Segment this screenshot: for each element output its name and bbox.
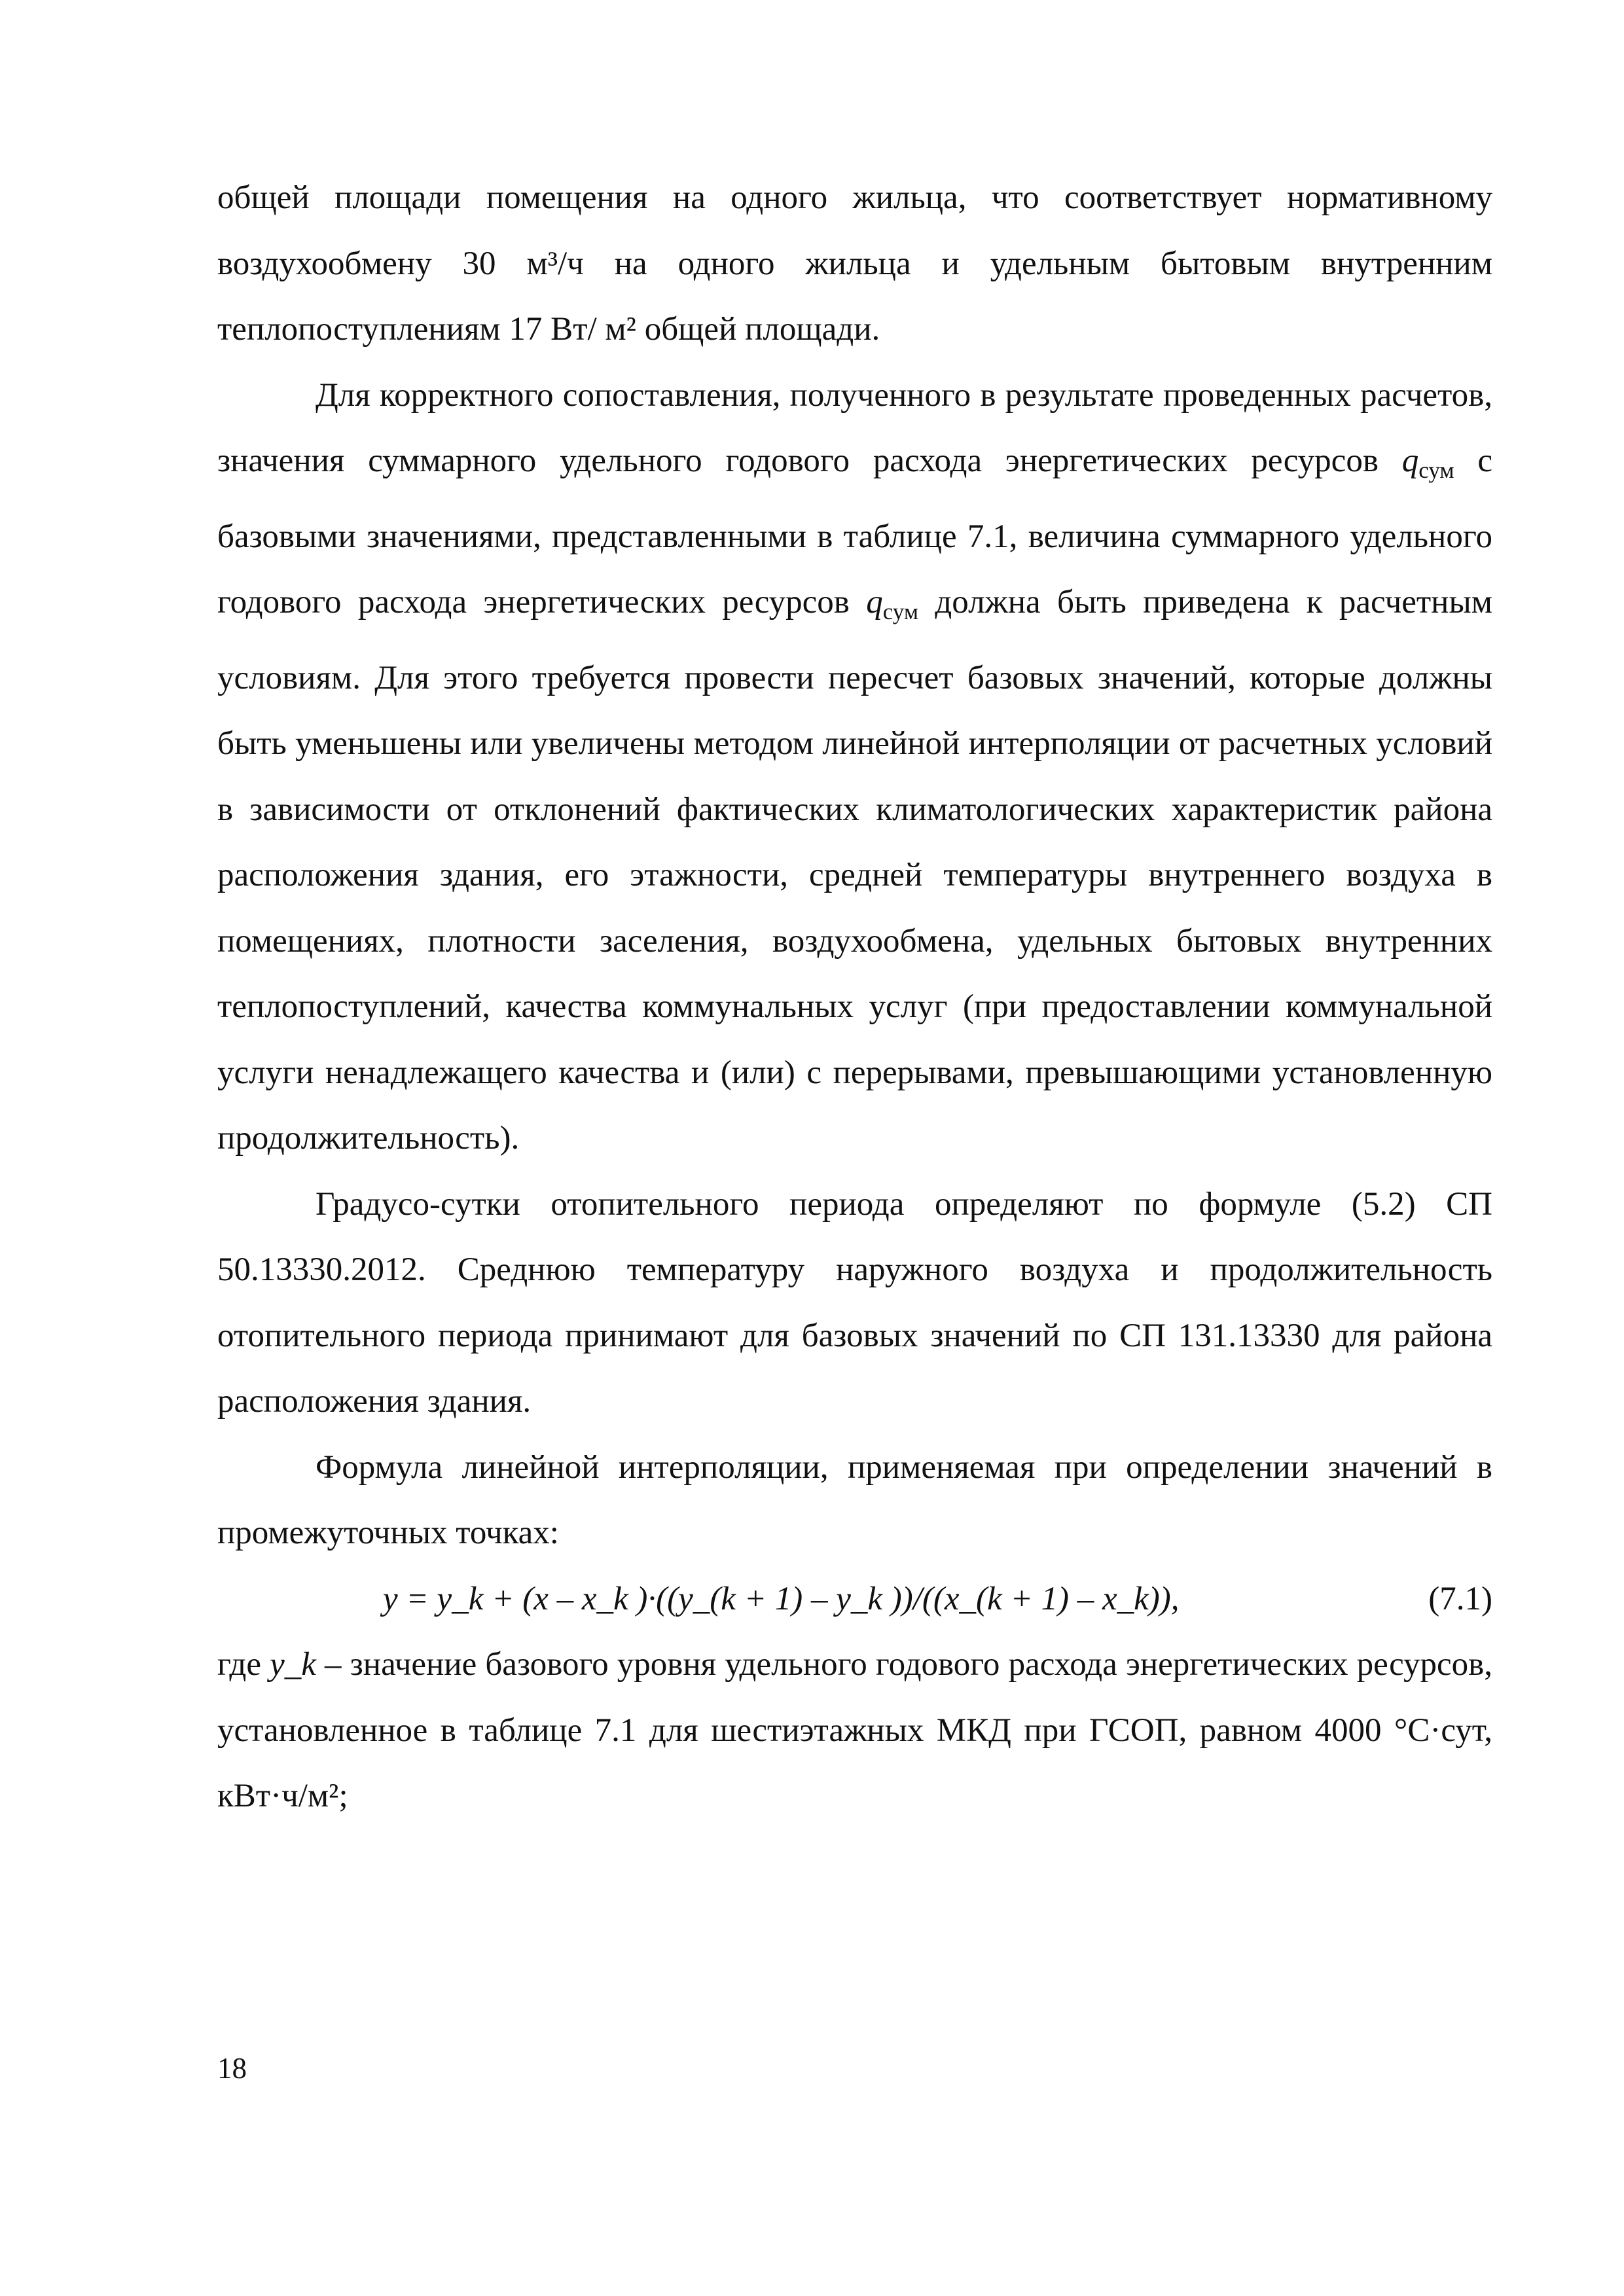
formula-expression: y = y_k + (x – x_k )·((y_(k + 1) – y_k ))/((x_(k + 1) – x_k)),: [383, 1580, 1180, 1617]
paragraph-text: Для корректного сопоставления, полученного в результате проведенных расчетов, значения суммарного удельного годового расхода энергетических ресурсов: [217, 376, 1492, 479]
paragraph-text: должна быть приведена к расчетным условиям. Для этого требуется провести пересчет базовых значений, которые должны быть уменьшены или увеличены методом линейной интерполяции от расчетных условий в зависимости от отклонений фактических климатологических характеристик района расположения здания, его этажности, средней температуры внутреннего воздуха в помещениях, плотности заселения, воздухообмена, удельных бытовых внутренних теплопоступлений, качества коммунальных услуг (при предоставлении коммунальной услуги ненадлежащего качества и (или) с перерывами, превышающими установленную продолжительность).: [217, 584, 1492, 1157]
paragraph-text: с базовыми значениями, представленными в таблице 7.1, величина суммарного удельного годового расхода энергетических ресурсов: [217, 442, 1492, 620]
q-sum-symbol: q: [1401, 442, 1419, 479]
document-body: [217, 165, 1492, 1829]
paragraph-text: где: [217, 1646, 270, 1683]
paragraph-variable-definition: [217, 1632, 1492, 1829]
formula-number: (7.1): [1428, 1580, 1492, 1617]
paragraph-text: – значение базового уровня удельного годового расхода энергетических ресурсов, установленное в таблице 7.1 для шестиэтажных МКД при ГСОП, равном 4000 °С·сут, кВт·ч/м²;: [217, 1646, 1492, 1814]
paragraph-interpolation-intro: Формула линейной интерполяции, применяемая при определении значений в промежуточных точках:: [217, 1448, 1492, 1551]
paragraph-occupancy-norms: общей площади помещения на одного жильца, что соответствует нормативному воздухообмену 30 м³/ч на одного жильца и удельным бытовым внутренним теплопоступлениям 17 Вт/ м² общей площади.: [217, 179, 1492, 348]
q-sum-symbol: q: [866, 584, 883, 620]
page-number: 18: [217, 2052, 247, 2085]
paragraph-energy-comparison: [217, 363, 1492, 1172]
q-sum-subscript: сум: [882, 599, 918, 624]
paragraph-degree-days: Градусо-сутки отопительного периода определяют по формуле (5.2) СП 50.13330.2012. Среднюю температуру наружного воздуха и продолжительность отопительного периода принимают для базовых значений по СП 131.13330 для района расположения здания.: [217, 1185, 1492, 1420]
formula-7-1: [217, 1566, 1492, 1632]
variable-yk: y_k: [270, 1646, 316, 1683]
q-sum-subscript: сум: [1418, 457, 1454, 483]
